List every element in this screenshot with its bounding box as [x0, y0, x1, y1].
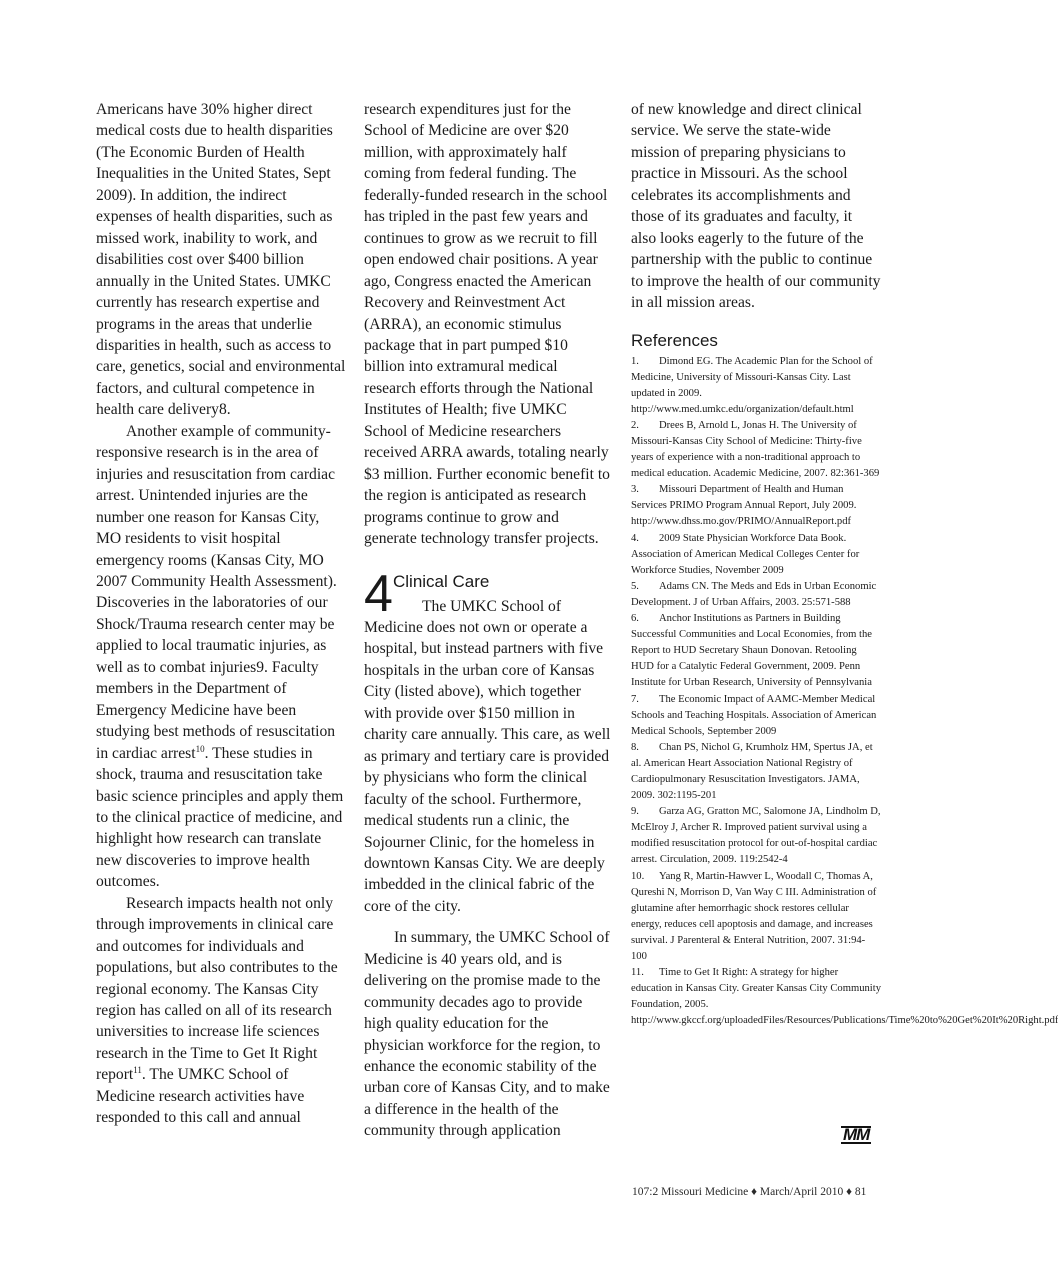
body-paragraph: of new knowledge and direct clinical service. We serve the state-wide mission of preparing physicians to practice in Missouri. As the school celebrates its accomplishments and those of its graduates and faculty, it also looks eagerly to the future of the partnership with the public to continue to improve the health of our community in all mission areas. [631, 101, 881, 312]
references-list [631, 354, 1058, 1030]
reference-item [631, 418, 881, 482]
reference-number: 5. [631, 580, 639, 592]
reference-text: Dimond EG. The Academic Plan for the School of Medicine, University of Missouri-Kansas City. Last updated in 2009. http://www.med.umkc.edu/organization/default.html [631, 355, 873, 415]
reference-number: 6. [631, 613, 639, 625]
page-footer: 107:2 Missouri Medicine ♦ March/April 2010 ♦ 81 [632, 1186, 867, 1198]
body-paragraph-first-line: The UMKC School of [422, 597, 562, 615]
reference-item [631, 740, 881, 804]
reference-item [631, 804, 881, 868]
body-paragraph: In summary, the UMKC School of Medicine is 40 years old, and is delivering on the promise made to the community decades ago to provide high quality education for the physician workforce for the region, to enhance the economic stability of the urban core of Kansas City, and to make a difference in the health of the community through application [364, 929, 610, 1140]
reference-number: 3. [631, 484, 639, 496]
reference-text: Chan PS, Nichol G, Krumholz HM, Spertus JA, et al. American Heart Association National Registry of Cardiopulmonary Resuscitation Investigators. JAMA, 2009. 302:1195-201 [631, 741, 873, 802]
body-paragraph [96, 893, 346, 1129]
body-paragraph: Medicine does not own or operate a hospital, but instead partners with five hospitals in the urban core of Kansas City (listed above), which together with provide over $150 million in charity care annually. This care, as well as primary and tertiary care is provided by physicians who form the clinical faculty of the school. Furthermore, medical students run a clinic, the Sojourner Clinic, for the homeless in downtown Kansas City. We are deeply imbedded in the clinical fabric of the core of the city. [364, 618, 611, 915]
paragraph-text: . The UMKC School of Medicine research activities have responded to this call and annual [96, 1066, 305, 1127]
reference-item [631, 531, 881, 579]
body-paragraph: Americans have 30% higher direct medical costs due to health disparities (The Economic Burden of Health Inequalities in the United States, Sept 2009). In addition, the indirect expenses of health disparities, such as missed work, inability to work, and disabilities cost over $400 billion annually in the United States. UMKC currently has research expertise and programs in the areas that underlie disparities in health, such as access to care, genetics, social and environmental factors, and cultural competence in health care delivery8. [96, 101, 346, 419]
paragraph-text: . These studies in shock, trauma and resuscitation take basic science principles and apply them to the clinical practice of medicine, and highlight how research can translate new discoveries to improve health outcomes. [96, 744, 344, 891]
reference-text: Yang R, Martin-Hawver L, Woodall C, Thomas A, Qureshi N, Morrison D, Van Way C III. Administration of glutamine after hemorrhagic shock restores cellular energy, reduces cell apoptosis and damage, and increases survival. J Parenteral & Enteral Nutrition, 2007. 31:94-100 [631, 870, 877, 962]
section-number: 4 [364, 564, 393, 623]
column-1 [96, 99, 346, 1129]
reference-text: Time to Get It Right: A strategy for higher education in Kansas City. Greater Kansas City Community Foundation, 2005. http://www.gkccf.org/uploadedFiles/Resources/Publications/Time%20to%20Get%20It%20Right.pdf [631, 967, 1058, 1027]
reference-item [631, 482, 881, 530]
reference-number: 2. [631, 419, 639, 431]
journal-logo: MM [843, 1125, 870, 1144]
paragraph-text: Research impacts health not only through improvements in clinical care and outcomes for individuals and populations, but also contributes to the regional economy. The Kansas City region has called on all of its research universities to increase life sciences research in the Time to Get It Right report [96, 894, 338, 1084]
paragraph-text: Another example of community-responsive research is in the area of injuries and resuscitation from cardiac arrest. Unintended injuries are the number one reason for Kansas City, MO residents to visit hospital emergency rooms (Kansas City, MO 2007 Community Health Assessment). Discoveries in the laboratories of our Shock/Trauma research center may be applied to local traumatic injuries, as well as to combat injuries9. Faculty members in the Department of Emergency Medicine have been studying best methods of resuscitation in cardiac arrest [96, 422, 337, 762]
reference-text: Adams CN. The Meds and Eds in Urban Economic Development. J of Urban Affairs, 2003. 25:571-588 [631, 580, 877, 608]
reference-text: Missouri Department of Health and Human Services PRIMO Program Annual Report, July 2009. http://www.dhss.mo.gov/PRIMO/AnnualReport.pdf [631, 484, 857, 528]
reference-number: 1. [631, 355, 639, 367]
reference-number: 8. [631, 741, 639, 753]
reference-item [631, 965, 1058, 1029]
references-heading: References [631, 330, 718, 350]
reference-item [631, 611, 881, 691]
reference-text: 2009 State Physician Workforce Data Book. Association of American Medical Colleges Center for Workforce Studies, November 2009 [631, 532, 860, 576]
body-paragraph: research expenditures just for the School of Medicine are over $20 million, with approximately half coming from federal funding. The federally-funded research in the school has tripled in the past few years and continues to grow as we recruit to fill open endowed chair positions. A year ago, Congress enacted the American Recovery and Reinvestment Act (ARRA), an economic stimulus package that in part pumped $10 billion into extramural medical research efforts through the National Institutes of Health; five UMKC School of Medicine researchers received ARRA awards, totaling nearly $3 million. Further economic benefit to the region is anticipated as research programs continue to grow and generate technology transfer projects. [364, 101, 610, 548]
citation-superscript: 11 [133, 1065, 142, 1076]
reference-number: 4. [631, 532, 639, 544]
column-3 [631, 99, 1058, 1029]
reference-item [631, 579, 881, 611]
reference-text: Drees B, Arnold L, Jonas H. The University of Missouri-Kansas City School of Medicine: Thirty-five years of experience with a non-traditional approach to medical education. Academic Medicine, 2007. 82:361-369 [631, 419, 880, 480]
column-2 [364, 99, 612, 1142]
body-paragraph [96, 421, 346, 893]
reference-number: 10. [631, 870, 645, 882]
citation-superscript: 10 [195, 743, 205, 754]
reference-item [631, 354, 881, 418]
reference-number: 7. [631, 693, 639, 705]
reference-text: Garza AG, Gratton MC, Salomone JA, Lindholm D, McElroy J, Archer R. Improved patient survival using a modified resuscitation protocol for out-of-hospital cardiac arrest. Circulation, 2009. 119:2542-4 [631, 806, 881, 866]
reference-text: Anchor Institutions as Partners in Building Successful Communities and Local Economies, from the Report to HUD Secretary Shaun Donovan. Retooling HUD for a Catalytic Federal Government, 2009. Penn Institute for Urban Research, University of Pennsylvania [631, 613, 872, 689]
reference-item [631, 869, 881, 966]
reference-number: 9. [631, 806, 639, 818]
reference-number: 11. [631, 967, 644, 979]
reference-item [631, 692, 881, 740]
section-title: Clinical Care [393, 571, 490, 591]
reference-text: The Economic Impact of AAMC-Member Medical Schools and Teaching Hospitals. Association of American Medical Schools, September 2009 [631, 693, 877, 737]
